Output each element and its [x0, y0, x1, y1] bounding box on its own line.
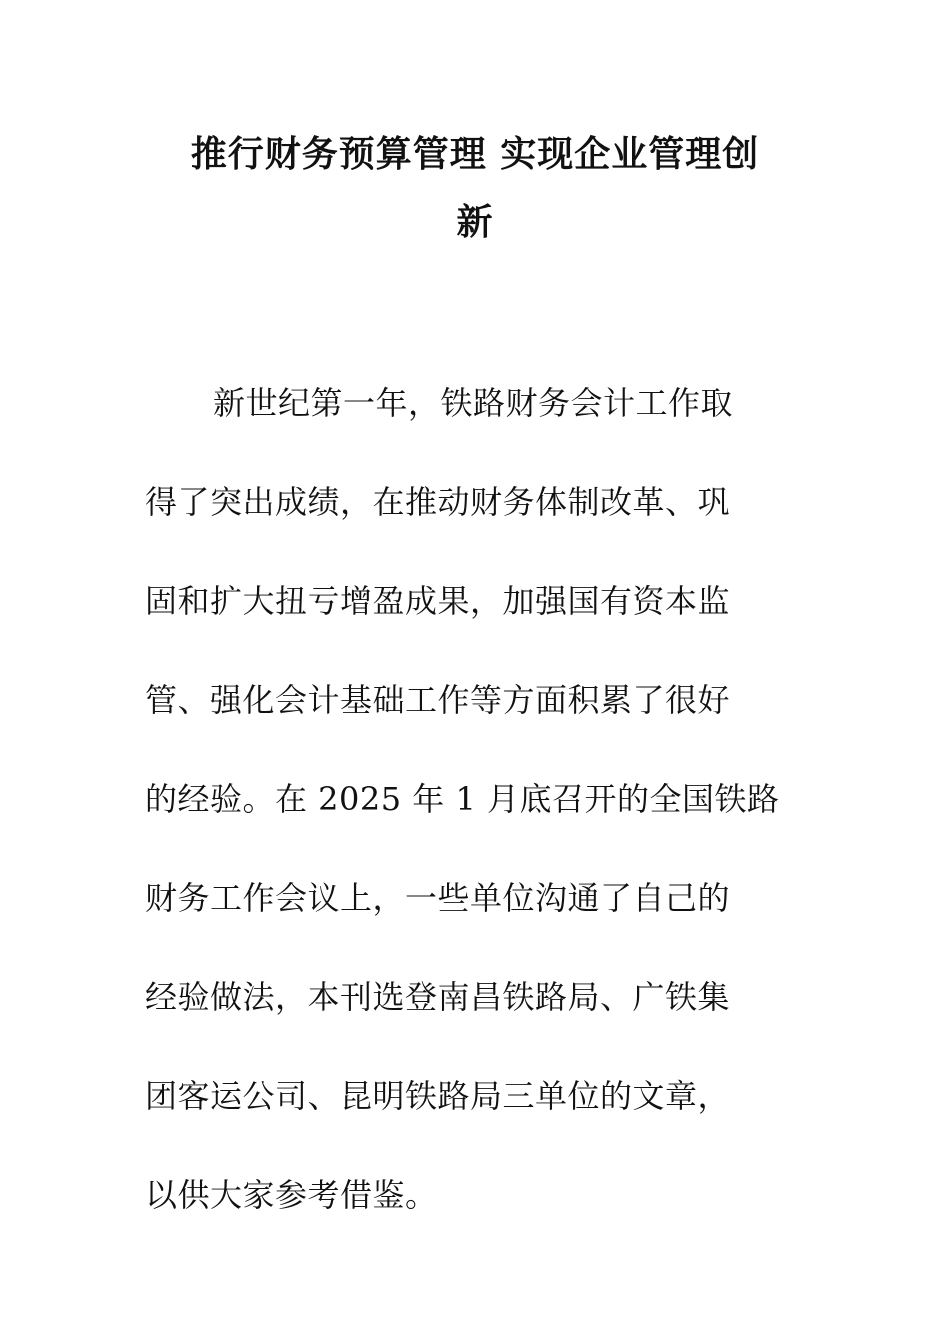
document-title — [145, 120, 805, 256]
paragraph-line-6: 财务工作会议上，一些单位沟通了自己的 — [145, 879, 731, 917]
paragraph-line-4: 管、强化会计基础工作等方面积累了很好 — [145, 681, 731, 719]
paragraph-line-7: 经验做法，本刊选登南昌铁路局、广铁集 — [145, 978, 731, 1016]
paragraph-line-5: 的经验。在 2025 年 1 月底召开的全国铁路 — [145, 780, 780, 818]
paragraph-line-2: 得了突出成绩，在推动财务体制改革、巩 — [145, 483, 731, 521]
paragraph-line-3: 固和扩大扭亏增盈成果，加强国有资本监 — [145, 582, 731, 620]
title-line-1: 推行财务预算管理 实现企业管理创 — [190, 133, 760, 175]
paragraph-line-1: 新世纪第一年，铁路财务会计工作取 — [213, 384, 734, 422]
paragraph-line-9: 以供大家参考借鉴。 — [145, 1176, 438, 1214]
paragraph-line-8: 团客运公司、昆明铁路局三单位的文章， — [145, 1077, 731, 1115]
title-line-2: 新 — [456, 201, 494, 243]
body-paragraph — [145, 368, 805, 1259]
